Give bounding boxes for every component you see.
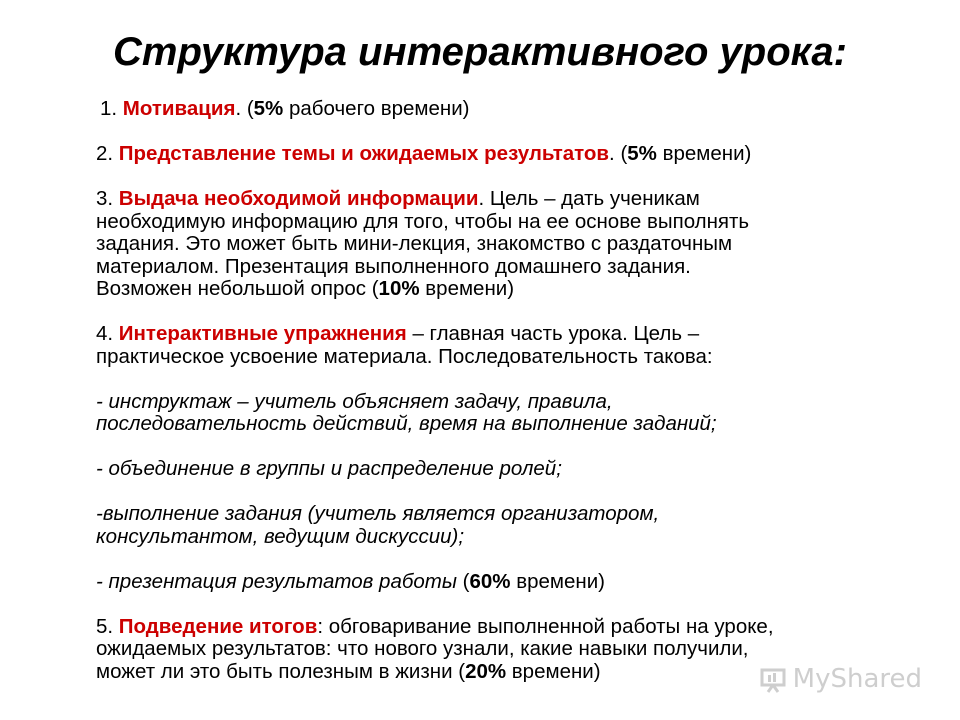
text-line xyxy=(96,323,936,346)
time-percent: 5% xyxy=(627,142,657,165)
step-text: ( xyxy=(456,569,470,593)
text-line: материалом. Презентация выполненного домашнего задания. xyxy=(96,254,691,278)
step-number: 5. xyxy=(96,614,119,638)
step-number: 1. xyxy=(100,97,123,120)
step-information xyxy=(96,188,936,301)
sub-item-instruction xyxy=(96,391,936,436)
step-text: рабочего времени) xyxy=(283,97,470,120)
watermark-text: MyShared xyxy=(792,664,922,694)
step-text: может ли это быть полезным в жизни ( xyxy=(96,659,466,683)
step-text: . ( xyxy=(609,142,628,165)
sub-item-results-presentation xyxy=(96,571,936,594)
step-text: Возможен небольшой опрос ( xyxy=(96,277,379,300)
text-line: ожидаемых результатов: что нового узнали, какие навыки получили, xyxy=(96,637,749,660)
text-line: практическое усвоение материала. Последовательность такова: xyxy=(96,344,713,368)
step-text: - презентация результатов работы xyxy=(96,569,457,593)
page-title: Структура интерактивного урока: xyxy=(113,30,847,74)
step-text: . ( xyxy=(235,97,254,120)
text-line: -выполнение задания (учитель является организатором, xyxy=(96,502,660,525)
time-percent: 10% xyxy=(378,277,420,300)
text-line: последовательность действий, время на выполнение заданий; xyxy=(96,412,717,435)
text-line: - объединение в группы и распределение ролей; xyxy=(96,457,562,480)
step-text: времени) xyxy=(656,142,752,165)
step-heading: Выдача необходимой информации xyxy=(118,187,479,210)
step-text: – главная часть урока. Цель – xyxy=(406,322,700,345)
text-line xyxy=(96,278,936,301)
step-number: 2. xyxy=(96,142,119,165)
text-line: необходимую информацию для того, чтобы на ее основе выполнять xyxy=(96,209,750,233)
step-heading: Интерактивные упражнения xyxy=(118,322,407,345)
step-number: 3. xyxy=(96,187,119,210)
step-interactive-exercises xyxy=(96,323,936,368)
text-line: консультантом, ведущим дискуссии); xyxy=(96,524,465,548)
step-text: времени) xyxy=(510,569,605,593)
step-motivation xyxy=(96,98,936,121)
step-heading: Подведение итогов xyxy=(118,614,318,638)
sub-item-task-execution xyxy=(96,503,936,548)
text-line: - инструктаж – учитель объясняет задачу, правила, xyxy=(96,389,613,413)
step-heading: Представление темы и ожидаемых результатов xyxy=(118,142,610,165)
step-text: времени) xyxy=(506,659,601,683)
time-percent: 5% xyxy=(253,97,284,120)
step-topic-presentation xyxy=(96,143,936,166)
step-number: 4. xyxy=(96,322,119,345)
time-percent: 20% xyxy=(465,659,507,683)
sub-item-grouping xyxy=(96,458,936,481)
text-line: задания. Это может быть мини-лекция, знакомство с раздаточным xyxy=(96,232,733,255)
step-text: времени) xyxy=(419,277,515,300)
time-percent: 60% xyxy=(469,569,511,593)
presentation-board-icon xyxy=(759,664,789,694)
step-heading: Мотивация xyxy=(122,97,236,120)
step-text: . Цель – дать ученикам xyxy=(478,187,700,210)
text-line xyxy=(96,616,936,639)
step-text: : обговаривание выполненной работы на уроке, xyxy=(317,614,774,638)
lesson-structure xyxy=(96,98,936,706)
text-line xyxy=(96,188,936,211)
watermark-logo xyxy=(759,664,922,694)
